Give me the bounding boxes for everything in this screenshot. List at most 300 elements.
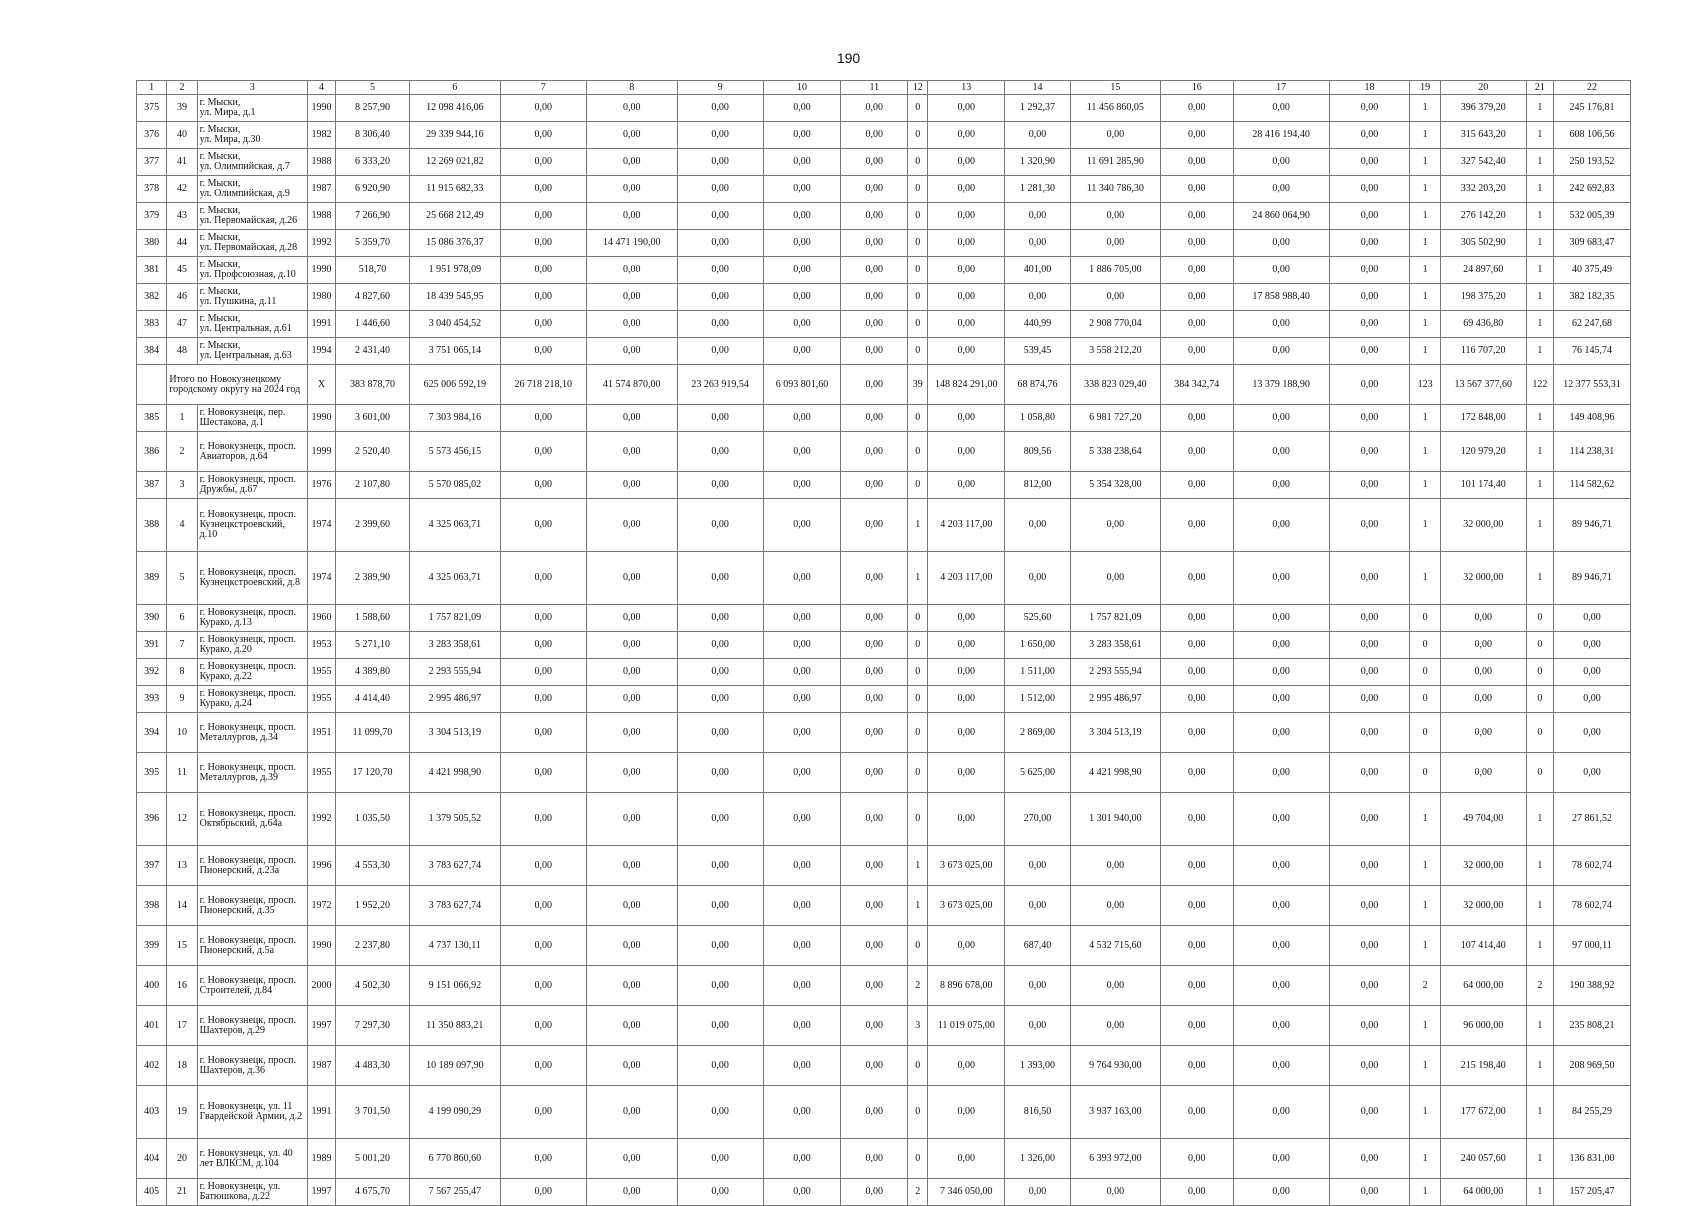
total-cell: 383 878,70 [336, 365, 410, 405]
address-city: г. Мыски, [199, 340, 241, 351]
table-cell: 0,00 [500, 405, 586, 432]
table-cell: 76 145,74 [1553, 338, 1630, 365]
table-cell: 1 [1526, 552, 1553, 605]
year-cell: 1980 [307, 284, 335, 311]
address-cell [197, 338, 307, 365]
table-cell: 5 354 328,00 [1070, 472, 1160, 499]
table-cell: 7 266,90 [336, 203, 410, 230]
table-cell: 32 000,00 [1440, 886, 1526, 926]
table-cell: 0,00 [763, 793, 841, 846]
total-cell: 338 823 029,40 [1070, 365, 1160, 405]
table-cell: 0 [908, 926, 928, 966]
table-cell: 0,00 [500, 122, 586, 149]
table-cell: 315 643,20 [1440, 122, 1526, 149]
table-cell: 0,00 [677, 966, 763, 1006]
table-cell: 10 189 097,90 [409, 1046, 500, 1086]
address-street: ул. Профсоюзная, д.10 [199, 269, 296, 280]
address-cell: г. Новокузнецк, просп. Металлургов, д.39 [197, 753, 307, 793]
table-cell: 1 [908, 552, 928, 605]
row-number: 386 [137, 432, 167, 472]
row-local-number: 44 [167, 230, 197, 257]
table-cell: 0,00 [586, 659, 677, 686]
total-cell: 23 263 919,54 [677, 365, 763, 405]
table-cell: 0,00 [1329, 552, 1410, 605]
table-cell: 6 770 860,60 [409, 1139, 500, 1179]
table-cell: 0,00 [1329, 311, 1410, 338]
table-cell: 0,00 [677, 1139, 763, 1179]
table-cell: 0,00 [677, 793, 763, 846]
table-cell: 0,00 [1440, 605, 1526, 632]
table-cell: 0,00 [1233, 793, 1329, 846]
table-cell: 4 827,60 [336, 284, 410, 311]
year-cell: 1974 [307, 499, 335, 552]
year-cell: 1955 [307, 686, 335, 713]
table-cell: 0 [908, 1139, 928, 1179]
table-cell: 539,45 [1005, 338, 1071, 365]
table-cell: 0,00 [1070, 230, 1160, 257]
row-local-number: 16 [167, 966, 197, 1006]
table-cell: 0,00 [500, 1179, 586, 1206]
table-cell: 440,99 [1005, 311, 1071, 338]
table-row [137, 203, 1631, 230]
table-cell: 0,00 [1005, 499, 1071, 552]
table-cell: 0,00 [928, 793, 1005, 846]
table-cell: 0,00 [1160, 713, 1233, 753]
address-cell: г. Новокузнецк, просп. Шахтеров, д.36 [197, 1046, 307, 1086]
table-cell: 11 099,70 [336, 713, 410, 753]
table-cell: 3 673 025,00 [928, 886, 1005, 926]
table-cell: 0,00 [586, 1179, 677, 1206]
table-cell: 0,00 [841, 552, 908, 605]
table-cell: 3 783 627,74 [409, 846, 500, 886]
table-cell: 816,50 [1005, 1086, 1071, 1139]
table-cell: 0,00 [1160, 432, 1233, 472]
table-cell: 1 [1410, 257, 1440, 284]
table-cell: 1 [1526, 1046, 1553, 1086]
table-cell: 0,00 [763, 686, 841, 713]
table-cell: 0,00 [1329, 472, 1410, 499]
table-cell: 4 553,30 [336, 846, 410, 886]
table-cell: 4 325 063,71 [409, 552, 500, 605]
table-cell: 5 359,70 [336, 230, 410, 257]
table-cell: 0,00 [763, 632, 841, 659]
table-cell: 0,00 [841, 793, 908, 846]
address-cell: г. Новокузнецк, просп. Кузнецкстроевский, д.8 [197, 552, 307, 605]
table-cell: 1 757 821,09 [409, 605, 500, 632]
table-cell: 1 [1410, 338, 1440, 365]
row-number: 405 [137, 1179, 167, 1206]
table-cell: 0,00 [1160, 886, 1233, 926]
year-cell: 1990 [307, 257, 335, 284]
table-cell: 136 831,00 [1553, 1139, 1630, 1179]
table-row [137, 966, 1631, 1006]
table-cell: 0,00 [841, 686, 908, 713]
table-cell: 518,70 [336, 257, 410, 284]
table-cell: 0 [1526, 605, 1553, 632]
table-row [137, 230, 1631, 257]
table-cell: 1 281,30 [1005, 176, 1071, 203]
total-cell: 68 874,76 [1005, 365, 1071, 405]
row-local-number: 13 [167, 846, 197, 886]
row-local-number: 3 [167, 472, 197, 499]
table-cell: 0,00 [500, 659, 586, 686]
table-cell: 17 120,70 [336, 753, 410, 793]
table-cell: 6 393 972,00 [1070, 1139, 1160, 1179]
table-cell: 3 783 627,74 [409, 886, 500, 926]
table-cell: 0,00 [586, 926, 677, 966]
table-cell: 2 399,60 [336, 499, 410, 552]
table-cell: 0,00 [928, 432, 1005, 472]
table-cell: 0,00 [586, 753, 677, 793]
table-cell: 305 502,90 [1440, 230, 1526, 257]
table-cell: 0,00 [1329, 176, 1410, 203]
table-cell: 1 [1410, 926, 1440, 966]
row-local-number: 45 [167, 257, 197, 284]
table-row [137, 95, 1631, 122]
table-cell: 1 [1526, 338, 1553, 365]
table-row [137, 149, 1631, 176]
table-cell: 0,00 [586, 605, 677, 632]
total-cell: 13 567 377,60 [1440, 365, 1526, 405]
table-cell: 1 [1526, 203, 1553, 230]
year-cell: 1955 [307, 659, 335, 686]
table-cell: 0,00 [1160, 472, 1233, 499]
year-cell: 1953 [307, 632, 335, 659]
address-cell: г. Новокузнецк, просп. Курако, д.13 [197, 605, 307, 632]
year-cell: 1988 [307, 203, 335, 230]
table-cell: 0,00 [1233, 686, 1329, 713]
table-cell: 0,00 [1329, 793, 1410, 846]
table-cell: 608 106,56 [1553, 122, 1630, 149]
table-cell: 0,00 [1553, 632, 1630, 659]
table-cell: 0,00 [1160, 122, 1233, 149]
table-cell: 49 704,00 [1440, 793, 1526, 846]
address-city: г. Мыски, [199, 259, 241, 270]
row-number: 383 [137, 311, 167, 338]
table-row [137, 1046, 1631, 1086]
address-cell [197, 257, 307, 284]
table-cell: 0,00 [1233, 1046, 1329, 1086]
column-number: 2 [167, 81, 197, 95]
table-cell: 0,00 [928, 257, 1005, 284]
row-local-number: 8 [167, 659, 197, 686]
table-cell: 4 675,70 [336, 1179, 410, 1206]
table-cell: 5 001,20 [336, 1139, 410, 1179]
row-local-number: 11 [167, 753, 197, 793]
table-cell: 0,00 [500, 1046, 586, 1086]
table-cell: 0,00 [1233, 405, 1329, 432]
table-cell: 0,00 [1070, 122, 1160, 149]
row-number: 377 [137, 149, 167, 176]
row-number: 401 [137, 1006, 167, 1046]
table-cell: 0 [908, 632, 928, 659]
table-cell: 0,00 [1233, 753, 1329, 793]
table-cell: 4 389,80 [336, 659, 410, 686]
table-cell: 0 [1410, 632, 1440, 659]
table-cell: 0 [1410, 605, 1440, 632]
table-cell: 0 [1410, 753, 1440, 793]
table-cell: 0,00 [1070, 203, 1160, 230]
table-cell: 3 304 513,19 [409, 713, 500, 753]
address-city: г. Мыски, [199, 151, 241, 162]
table-cell: 0,00 [841, 203, 908, 230]
year-cell: 1991 [307, 311, 335, 338]
table-cell: 1 320,90 [1005, 149, 1071, 176]
address-street: ул. Олимпийская, д.7 [199, 161, 290, 172]
table-cell: 0,00 [841, 886, 908, 926]
table-cell: 0,00 [928, 926, 1005, 966]
table-cell: 2 [1526, 966, 1553, 1006]
table-cell: 0,00 [928, 632, 1005, 659]
table-cell: 0 [1526, 753, 1553, 793]
table-cell: 1 952,20 [336, 886, 410, 926]
address-cell: г. Новокузнецк, просп. Курако, д.20 [197, 632, 307, 659]
table-cell: 0,00 [841, 966, 908, 1006]
table-cell: 1 511,00 [1005, 659, 1071, 686]
table-cell: 0,00 [500, 338, 586, 365]
table-cell: 1 [1410, 284, 1440, 311]
table-cell: 0,00 [928, 1139, 1005, 1179]
table-cell: 0,00 [1160, 1046, 1233, 1086]
table-cell: 0 [1410, 713, 1440, 753]
table-cell: 0,00 [841, 230, 908, 257]
table-row [137, 659, 1631, 686]
table-cell: 64 000,00 [1440, 966, 1526, 1006]
table-cell: 0,00 [1440, 713, 1526, 753]
row-number: 392 [137, 659, 167, 686]
address-cell [197, 95, 307, 122]
table-cell: 0,00 [1160, 1179, 1233, 1206]
table-cell: 0,00 [1005, 203, 1071, 230]
row-local-number: 18 [167, 1046, 197, 1086]
table-cell: 1 [1526, 1179, 1553, 1206]
table-row [137, 499, 1631, 552]
table-cell: 0,00 [1070, 1006, 1160, 1046]
table-cell: 0,00 [841, 1086, 908, 1139]
table-cell: 11 350 883,21 [409, 1006, 500, 1046]
address-street: ул. Первомайская, д.26 [199, 215, 298, 226]
table-cell: 1 [1526, 311, 1553, 338]
table-cell: 242 692,83 [1553, 176, 1630, 203]
table-cell: 114 582,62 [1553, 472, 1630, 499]
table-cell: 0,00 [928, 713, 1005, 753]
table-cell: 0,00 [586, 499, 677, 552]
column-number-row [137, 81, 1631, 95]
table-cell: 0 [908, 1046, 928, 1086]
table-cell: 0,00 [763, 926, 841, 966]
row-number: 379 [137, 203, 167, 230]
table-cell: 0,00 [500, 632, 586, 659]
year-cell: 1990 [307, 926, 335, 966]
column-number: 10 [763, 81, 841, 95]
table-cell: 0,00 [677, 552, 763, 605]
table-cell: 17 858 988,40 [1233, 284, 1329, 311]
table-cell: 0,00 [586, 793, 677, 846]
table-cell: 0,00 [928, 686, 1005, 713]
table-cell: 0,00 [1329, 122, 1410, 149]
table-cell: 3 558 212,20 [1070, 338, 1160, 365]
table-cell: 157 205,47 [1553, 1179, 1630, 1206]
table-cell: 0,00 [677, 284, 763, 311]
table-cell: 0,00 [677, 499, 763, 552]
table-cell: 0,00 [1329, 499, 1410, 552]
table-cell: 0,00 [928, 405, 1005, 432]
table-cell: 0,00 [763, 552, 841, 605]
table-cell: 1 292,37 [1005, 95, 1071, 122]
row-local-number: 47 [167, 311, 197, 338]
table-cell: 1 [1526, 926, 1553, 966]
table-cell: 0,00 [1005, 1179, 1071, 1206]
table-cell: 11 019 075,00 [928, 1006, 1005, 1046]
table-cell: 28 416 194,40 [1233, 122, 1329, 149]
table-cell: 0,00 [1233, 149, 1329, 176]
table-cell: 0,00 [1440, 753, 1526, 793]
table-cell: 0,00 [928, 95, 1005, 122]
table-cell: 0 [1410, 659, 1440, 686]
table-cell: 1 [1526, 230, 1553, 257]
table-cell: 809,56 [1005, 432, 1071, 472]
table-row [137, 311, 1631, 338]
table-cell: 0,00 [677, 176, 763, 203]
table-cell: 0,00 [677, 95, 763, 122]
address-cell: г. Новокузнецк, просп. Дружбы, д.67 [197, 472, 307, 499]
table-cell: 32 000,00 [1440, 846, 1526, 886]
table-cell: 1 650,00 [1005, 632, 1071, 659]
column-number: 21 [1526, 81, 1553, 95]
row-local-number: 6 [167, 605, 197, 632]
table-cell: 0,00 [763, 338, 841, 365]
table-cell: 0,00 [677, 257, 763, 284]
table-cell: 1 301 940,00 [1070, 793, 1160, 846]
total-cell: 0,00 [841, 365, 908, 405]
table-cell: 0,00 [1160, 1086, 1233, 1139]
table-cell: 0,00 [1553, 605, 1630, 632]
table-cell: 0,00 [500, 926, 586, 966]
table-cell: 0,00 [1160, 753, 1233, 793]
table-cell: 0,00 [1233, 499, 1329, 552]
table-cell: 0,00 [1233, 257, 1329, 284]
table-cell: 1 [1526, 846, 1553, 886]
table-cell: 0 [908, 122, 928, 149]
table-cell: 0,00 [500, 432, 586, 472]
table-cell: 250 193,52 [1553, 149, 1630, 176]
address-cell: г. Новокузнецк, просп. Строителей, д.84 [197, 966, 307, 1006]
table-cell: 0,00 [1233, 886, 1329, 926]
table-cell: 2 431,40 [336, 338, 410, 365]
table-cell: 0,00 [1553, 713, 1630, 753]
table-cell: 5 338 238,64 [1070, 432, 1160, 472]
table-cell: 0,00 [677, 926, 763, 966]
year-cell: 1992 [307, 793, 335, 846]
table-cell: 0,00 [1329, 686, 1410, 713]
table-cell: 0,00 [841, 1139, 908, 1179]
row-number: 376 [137, 122, 167, 149]
table-cell: 8 257,90 [336, 95, 410, 122]
address-cell [197, 311, 307, 338]
table-cell: 0,00 [1160, 605, 1233, 632]
table-cell: 0,00 [1160, 499, 1233, 552]
column-number: 18 [1329, 81, 1410, 95]
table-cell: 1 [1410, 405, 1440, 432]
table-cell: 0,00 [677, 659, 763, 686]
address-cell: г. Новокузнецк, просп. Кузнецкстроевский, д.10 [197, 499, 307, 552]
row-number: 387 [137, 472, 167, 499]
table-cell: 0,00 [586, 432, 677, 472]
table-cell: 177 672,00 [1440, 1086, 1526, 1139]
column-number: 8 [586, 81, 677, 95]
total-cell: 12 377 553,31 [1553, 365, 1630, 405]
row-local-number: 9 [167, 686, 197, 713]
table-cell: 0,00 [841, 632, 908, 659]
table-cell: 4 421 998,90 [1070, 753, 1160, 793]
table-cell: 0 [908, 230, 928, 257]
table-cell: 0,00 [500, 95, 586, 122]
address-cell: г. Новокузнецк, ул. 40 лет ВЛКСМ, д.104 [197, 1139, 307, 1179]
table-cell: 0 [908, 311, 928, 338]
table-row [137, 713, 1631, 753]
table-cell: 0,00 [586, 122, 677, 149]
address-street: ул. Мира, д.30 [199, 134, 261, 145]
table-cell: 0,00 [928, 753, 1005, 793]
row-local-number: 39 [167, 95, 197, 122]
row-local-number: 5 [167, 552, 197, 605]
table-cell: 0 [908, 149, 928, 176]
table-cell: 2 869,00 [1005, 713, 1071, 753]
table-cell: 276 142,20 [1440, 203, 1526, 230]
table-cell: 1 [1526, 176, 1553, 203]
address-street: ул. Пушкина, д.11 [199, 296, 277, 307]
table-cell: 1 [1410, 230, 1440, 257]
table-cell: 116 707,20 [1440, 338, 1526, 365]
table-cell: 1 [1410, 432, 1440, 472]
table-cell: 0,00 [763, 1179, 841, 1206]
table-cell: 2 237,80 [336, 926, 410, 966]
address-city: г. Мыски, [199, 205, 241, 216]
table-cell: 0,00 [763, 1046, 841, 1086]
table-cell: 0,00 [841, 753, 908, 793]
table-cell: 1 379 505,52 [409, 793, 500, 846]
table-cell: 208 969,50 [1553, 1046, 1630, 1086]
table-cell: 0,00 [1160, 632, 1233, 659]
table-cell: 4 325 063,71 [409, 499, 500, 552]
table-row [137, 632, 1631, 659]
table-cell: 1 [908, 886, 928, 926]
row-local-number: 14 [167, 886, 197, 926]
table-cell: 0,00 [500, 311, 586, 338]
table-cell: 11 340 786,30 [1070, 176, 1160, 203]
table-cell: 0,00 [928, 1046, 1005, 1086]
table-cell: 0,00 [1329, 605, 1410, 632]
table-cell: 14 471 190,00 [586, 230, 677, 257]
table-cell: 0,00 [500, 753, 586, 793]
table-cell: 3 701,50 [336, 1086, 410, 1139]
table-cell: 0,00 [841, 338, 908, 365]
table-cell: 0,00 [763, 122, 841, 149]
table-cell: 1 [1526, 793, 1553, 846]
year-cell: 1989 [307, 1139, 335, 1179]
table-cell: 149 408,96 [1553, 405, 1630, 432]
table-cell: 0,00 [500, 230, 586, 257]
table-cell: 1 [1410, 499, 1440, 552]
table-cell: 0,00 [1233, 659, 1329, 686]
table-cell: 89 946,71 [1553, 552, 1630, 605]
address-cell: г. Новокузнецк, просп. Металлургов, д.34 [197, 713, 307, 753]
table-cell: 0,00 [500, 499, 586, 552]
row-number: 399 [137, 926, 167, 966]
address-cell: г. Новокузнецк, просп. Пионерский, д.35 [197, 886, 307, 926]
total-label: Итого по Новокузнецкому городскому округу на 2024 год [167, 365, 307, 405]
table-cell: 0,00 [500, 176, 586, 203]
